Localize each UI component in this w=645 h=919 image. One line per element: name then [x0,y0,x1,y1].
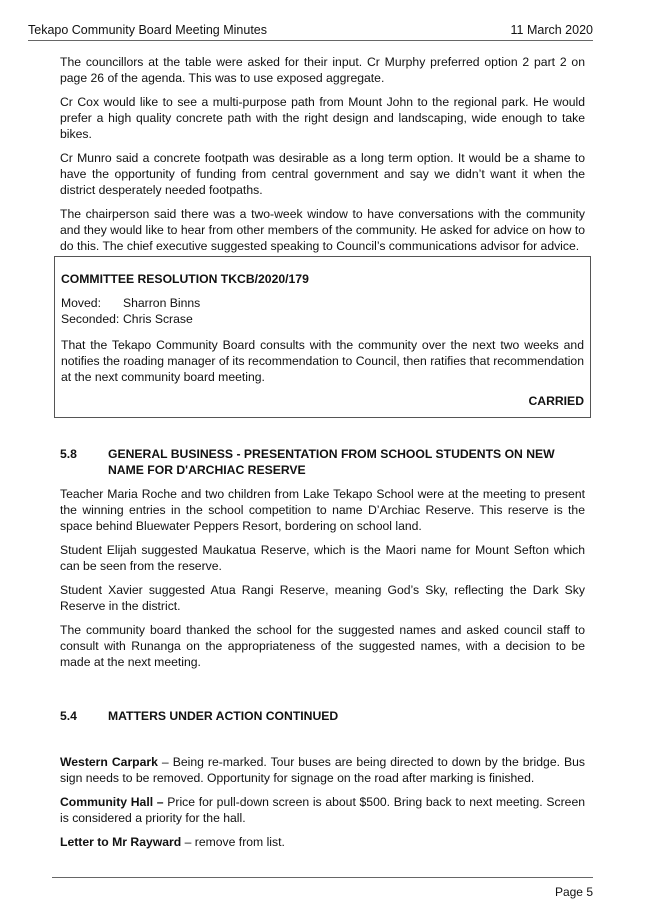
paragraph: Student Elijah suggested Maukatua Reserve, which is the Maori name for Mount Sefton which can be seen from the reserve. [60,543,585,573]
resolution-status: CARRIED [528,394,584,408]
seconded-line [61,311,584,327]
action-item-text: Price for pull-down screen is about $500. Bring back to next meeting. Screen is considered a priority for the hall. [60,795,586,825]
paragraph: The chairperson said there was a two-week window to have conversations with the community and they would like to hear from other members of the community. He asked for advice on how to do this. The chief executive suggested speaking to Council’s communications advisor for advice. [60,207,585,253]
action-item [60,794,585,826]
paragraph: Cr Cox would like to see a multi-purpose path from Mount John to the regional park. He would prefer a high quality concrete path with the right design and landscaping, wide enough to take bikes. [60,95,585,141]
page-footer [52,877,593,899]
seconded-value: Chris Scrase [123,312,193,326]
paragraph: The community board thanked the school for the suggested names and asked council staff to consult with Runanga on the appropriateness of the suggested names, with a decision to be made at the next meeting. [60,623,585,669]
resolution-title: COMMITTEE RESOLUTION TKCB/2020/179 [61,272,309,286]
seconded-label: Seconded: [61,312,120,326]
section-heading-5-8 [60,446,585,478]
moved-line [61,295,584,311]
action-item-label: Letter to Mr Rayward [60,835,182,849]
section-title: GENERAL BUSINESS - PRESENTATION FROM SCHOOL STUDENTS ON NEW NAME FOR D'ARCHIAC RESERVE [108,447,555,477]
action-item [60,834,585,850]
section-title: MATTERS UNDER ACTION CONTINUED [108,709,339,723]
action-item-text: – Being re-marked. Tour buses are being directed to down by the bridge. Bus sign needs to be removed. Opportunity for signage on the road after marking is finished. [60,755,585,785]
moved-label: Moved: [61,296,101,310]
action-item-text: – remove from list. [181,835,285,849]
paragraph: Cr Munro said a concrete footpath was desirable as a long term option. It would be a shame to have the opportunity of funding from central government and say we didn’t want it when the district desperately needed footpaths. [60,151,585,197]
page-number: Page 5 [554,885,593,899]
minutes-content [60,54,585,858]
paragraph: The councillors at the table were asked for their input. Cr Murphy preferred option 2 part 2 on page 26 of the agenda. This was to use exposed aggregate. [60,55,585,85]
action-item [60,754,585,786]
section-heading-5-4 [60,708,585,724]
section-number: 5.8 [60,447,77,461]
meeting-date: 11 March 2020 [510,23,593,37]
page-header [28,22,593,41]
resolution-text: That the Tekapo Community Board consults with the community over the next two weeks and notifies the roading manager of its recommendation to Council, then ratifies that recommendation at the next community board meeting. [61,338,584,384]
committee-resolution-box [54,256,591,418]
section-number: 5.4 [60,709,77,723]
action-item-label: Community Hall – [60,795,164,809]
document-title: Tekapo Community Board Meeting Minutes [28,23,268,37]
paragraph: Teacher Maria Roche and two children from Lake Tekapo School were at the meeting to present the winning entries in the school competition to name D’Archiac Reserve. This reserve is the space behind Bluewater Peppers Resort, bordering on school land. [60,487,585,533]
moved-value: Sharron Binns [123,296,201,310]
paragraph: Student Xavier suggested Atua Rangi Reserve, meaning God’s Sky, reflecting the Dark Sky Reserve in the district. [60,583,585,613]
action-item-label: Western Carpark [60,755,158,769]
